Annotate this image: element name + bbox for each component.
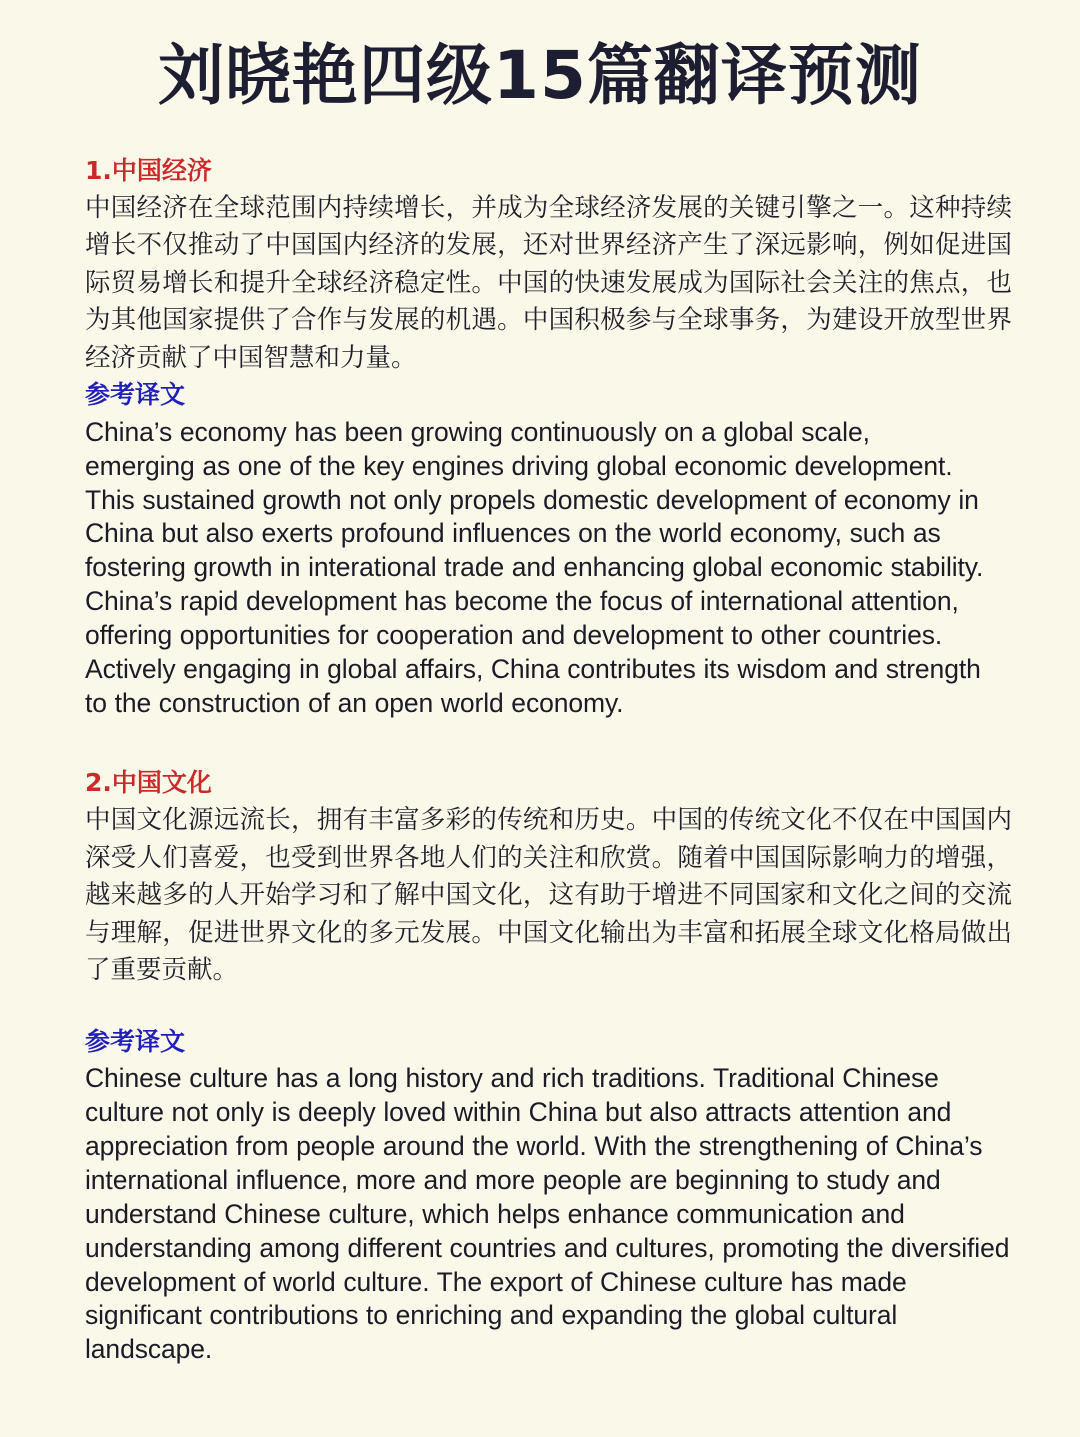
page-title: 刘晓艳四级15篇翻译预测 bbox=[158, 37, 922, 114]
reference-translation-label: 参考译文 bbox=[85, 1026, 186, 1056]
chinese-passage: 中国文化源远流长，拥有丰富多彩的传统和历史。中国的传统文化不仅在中国国内深受人们喜爱，也受到世界各地人们的关注和欣赏。随着中国国际影响力的增强，越来越多的人开始学习和了解中国文化，这有助于增进不同国家和文化之间的交流与理解，促进世界文化的多元发展。中国文化输出为丰富和拓展全球文化格局做出了重要贡献。 bbox=[85, 805, 1012, 986]
document-content bbox=[0, 155, 1080, 1368]
section-china-economy bbox=[85, 155, 1012, 721]
chinese-passage: 中国经济在全球范围内持续增长，并成为全球经济发展的关键引擎之一。这种持续增长不仅推动了中国国内经济的发展，还对世界经济产生了深远影响，例如促进国际贸易增长和提升全球经济稳定性。中国的快速发展成为国际社会关注的焦点，也为其他国家提供了合作与发展的机遇。中国积极参与全球事务，为建设开放型世界经济贡献了中国智慧和力量。 bbox=[85, 192, 1012, 373]
section-china-culture bbox=[85, 767, 1012, 1367]
section-heading: 2.中国文化 bbox=[85, 767, 212, 797]
reference-translation-label: 参考译文 bbox=[85, 380, 186, 410]
section-heading: 1.中国经济 bbox=[85, 155, 212, 185]
english-translation: China’s economy has been growing continuously on a global scale, emerging as one of the key engines driving global economic development. This sustained growth not only propels domestic development of economy in China but also exerts profound influences on the world economy, such as fostering growth in interational trade and enhancing global economic stability. China’s rapid development has become the focus of international attention, offering opportunities for cooperation and development to other countries. Actively engaging in global affairs, China contributes its wisdom and strength to the construction of an open world economy. bbox=[85, 416, 984, 719]
english-translation: Chinese culture has a long history and rich traditions. Traditional Chinese culture not only is deeply loved within China but also attracts attention and appreciation from people around the world. With the strengthening of China’s international influence, more and more people are beginning to study and understand Chinese culture, which helps enhance communication and understanding among different countries and cultures, promoting the diversified development of world culture. The export of Chinese culture has made significant contributions to enriching and expanding the global cultural landscape. bbox=[85, 1063, 1010, 1365]
